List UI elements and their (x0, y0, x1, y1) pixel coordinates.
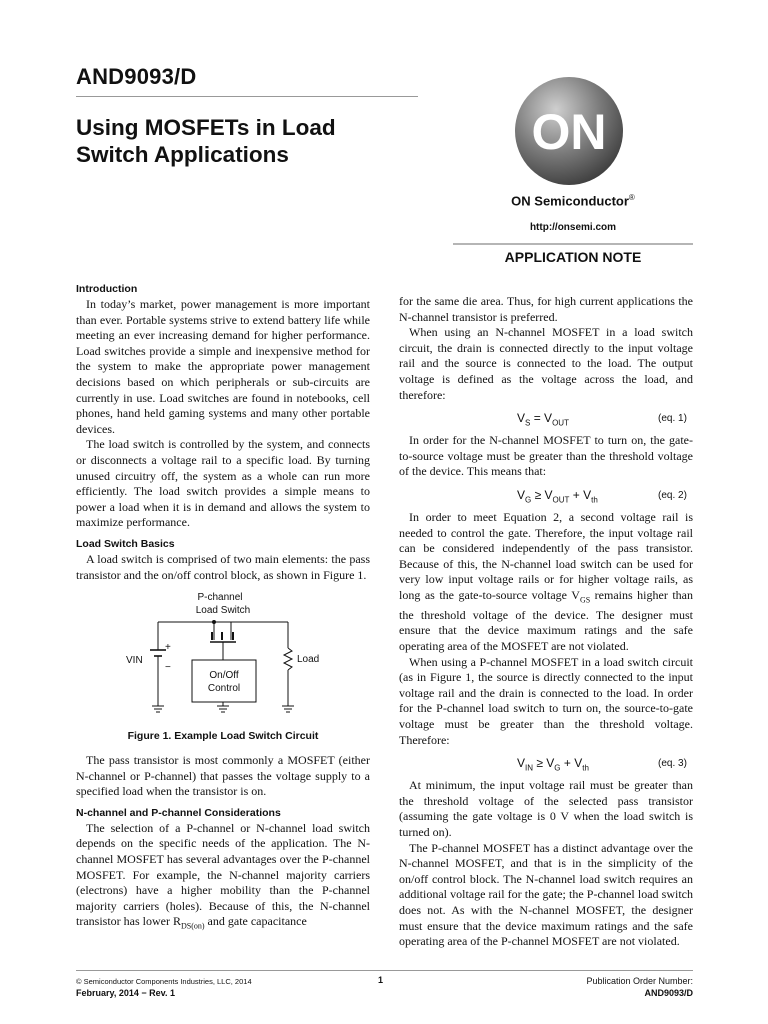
equation-tag: (eq. 3) (658, 758, 687, 770)
paragraph: When using an N-channel MOSFET in a load switch circuit, the drain is connected directly to the input voltage rail and the source is connected to the load. The output voltage is defined as the voltage across the load, and therefore: (399, 325, 693, 402)
load-switch-circuit-diagram (110, 590, 370, 725)
subscript: DS(on) (180, 921, 205, 931)
paragraph: The load switch is controlled by the system, and connects or disconnects a voltage rail to a specific load. By turning unused circuitry off, the system as a whole can run more efficiently. The load switch provides a simple means to power a load when it is in demand and allows the system to maximize performance. (76, 437, 370, 530)
left-column-bottom (76, 753, 370, 934)
heading-introduction: Introduction (76, 283, 138, 295)
text-run: and gate capacitance (204, 914, 307, 929)
company-name (455, 193, 691, 208)
right-column (399, 294, 693, 950)
text-run: remains higher than the threshold voltage of the device. The designer must ensure that the device maximum ratings and the safe operating area of the MOSFET are not violated. (399, 587, 693, 654)
paragraph: The pass transistor is most commonly a MOSFET (either N-channel or P-channel) that passes the voltage supply to a specified load when the transistor is on. (76, 753, 370, 799)
equation-tag: (eq. 1) (658, 413, 687, 425)
on-semiconductor-logo (514, 76, 624, 186)
equation-tag: (eq. 2) (658, 489, 687, 501)
paragraph: A load switch is comprised of two main elements: the pass transistor and the on/off control block, as shown in Figure 1. (76, 551, 370, 582)
left-column-top (76, 282, 370, 583)
label-load-switch: Load Switch (195, 605, 251, 616)
equation-expression: $V_G \ge V_{OUT} + V_{th}$ (517, 487, 598, 505)
logo-text: ON (531, 104, 607, 160)
equation-3 (399, 756, 693, 772)
heading-n-vs-p-channel: N-channel and P-channel Considerations (76, 806, 281, 819)
header-divider (453, 243, 693, 245)
subscript: GS (579, 595, 591, 605)
title-divider (76, 96, 418, 97)
paragraph: In today’s market, power management is more important than ever. Portable systems strive to extend battery life while meeting an ever increasing demand for higher performance. Load switches provide a simple and inexpensive method for the system to make the appropriate power management decisions based on which peripherals or sub-circuits are currently in use. Load switches are found in notebooks, cell phones, hand held gaming systems and many other portable devices. (76, 297, 370, 436)
equation-expression: $V_{IN} \ge V_G + V_{th}$ (517, 756, 589, 773)
publication-order-label: Publication Order Number: (586, 976, 693, 986)
paragraph: At minimum, the input voltage rail must be greater than the threshold voltage of the selected pass transistor (assuming the gate voltage is 0 V when the load switch is turned on). (399, 778, 693, 840)
equation-2 (399, 488, 693, 504)
label-p-channel: P-channel (197, 592, 243, 603)
label-minus: − (165, 662, 171, 673)
paragraph: In order for the N-channel MOSFET to turn on, the gate-to-source voltage must be greater than the threshold voltage of the device. This means that: (399, 433, 693, 479)
page-title: Using MOSFETs in Load Switch Applications (76, 115, 336, 167)
paragraph: for the same die area. Thus, for high current applications the N-channel transistor is preferred. (399, 294, 693, 324)
heading-load-switch-basics: Load Switch Basics (76, 537, 175, 550)
document-number: AND9093/D (76, 64, 197, 89)
text-run: In order to meet Equation 2, a second voltage rail is needed to control the gate. Therefore, the input voltage rail can be considered independently of the pass transistor. Because of this, the N-channel load switch can be used for very low input voltage rails or for higher voltage rails, as long as the gate-to-source voltage V (399, 509, 693, 602)
paragraph (399, 510, 693, 655)
page-number: 1 (378, 975, 384, 985)
figure-caption: Figure 1. Example Load Switch Circuit (127, 730, 319, 742)
label-plus: + (165, 642, 171, 653)
website-link[interactable]: http://onsemi.com (529, 222, 617, 233)
text-run: The selection of a P-channel or N-channel load switch depends on the specific needs of the application. The N-channel MOSFET has several advantages over the P-channel MOSFET. For example, the N-channel majority carriers (electrons) have a higher mobility than the P-channel majority carriers (holes). Because of this, the N-channel transistor has lower R (76, 820, 370, 929)
copyright: © Semiconductor Components Industries, LLC, 2014 (76, 977, 252, 986)
paragraph: The P-channel MOSFET has a distinct advantage over the N-channel MOSFET, and that is in the simplicity of the on/off control block. The N-channel load switch requires an additional voltage rail for the gate; the P-channel load switch does not. As with the N-channel MOSFET, the designer must ensure that the device maximum ratings and the safe operating area of the P-channel MOSFET are not violated. (399, 840, 693, 949)
label-control: Control (207, 683, 241, 694)
paragraph (76, 821, 370, 935)
registered-mark: ® (628, 193, 635, 202)
label-on-off: On/Off (209, 670, 239, 681)
document-type: APPLICATION NOTE (504, 249, 642, 265)
equation-1 (399, 411, 693, 427)
company-name-text: ON Semiconductor (511, 193, 629, 209)
paragraph: When using a P-channel MOSFET in a load switch circuit (as in Figure 1, the source is directly connected to the input voltage rail and the drain is connected to the load. In order for the P-channel load switch to turn on, the source-to-gate voltage must be greater than the threshold voltage. Therefore: (399, 654, 693, 747)
date-revision: February, 2014 − Rev. 1 (76, 988, 175, 998)
label-vin: VIN (126, 655, 143, 666)
equation-expression: $V_S = V_{OUT}$ (517, 411, 569, 428)
publication-order-number: AND9093/D (644, 988, 693, 998)
footer-divider (76, 970, 693, 971)
label-load: Load (297, 654, 320, 665)
